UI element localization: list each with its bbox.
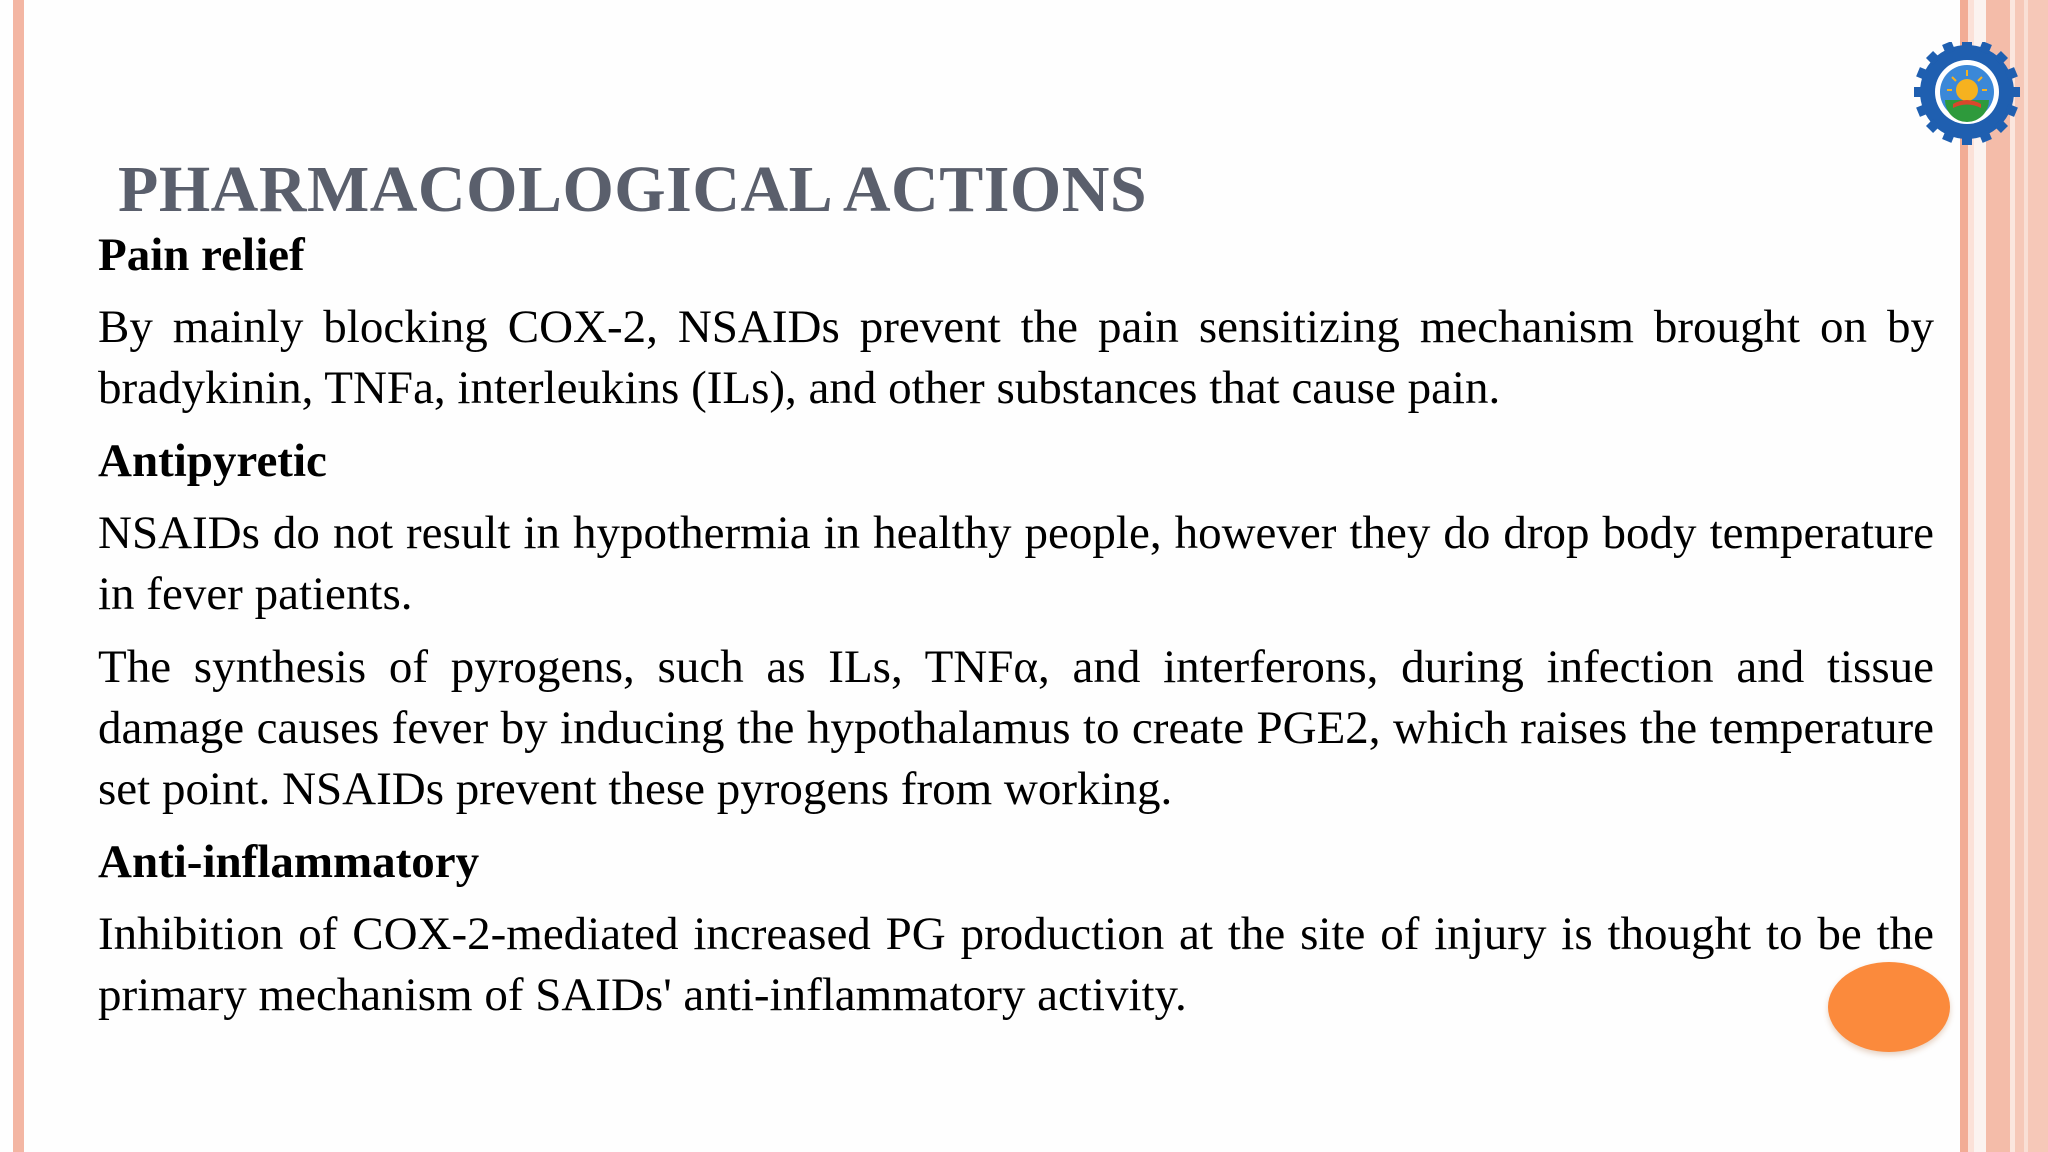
- section-heading-anti-inflammatory: Anti-inflammatory: [98, 836, 480, 888]
- right-decorative-stripe: [2015, 0, 2048, 1152]
- section-paragraph: NSAIDs do not result in hypothermia in healthy people, however they do drop body temperature in fever patients.: [98, 507, 1934, 620]
- section-paragraph: By mainly blocking COX-2, NSAIDs prevent the pain sensitizing mechanism brought on by bradykinin, TNFa, interleukins (ILs), and other substances that cause pain.: [98, 301, 1934, 414]
- section-heading-pain-relief: Pain relief: [98, 229, 305, 281]
- university-seal-logo-icon: [1908, 42, 2026, 146]
- slide-body: [98, 225, 1934, 1038]
- section-heading-antipyretic: Antipyretic: [98, 435, 327, 487]
- slide-title: PHARMACOLOGICAL ACTIONS: [118, 153, 1148, 226]
- section-paragraph: The synthesis of pyrogens, such as ILs, TNFα, and interferons, during infection and tissue damage causes fever by inducing the hypothalamus to create PGE2, which raises the temperature set point. NSAIDs prevent these pyrogens from working.: [98, 641, 1934, 815]
- section-paragraph: Inhibition of COX-2-mediated increased PG production at the site of injury is thought to be the primary mechanism of SAIDs' anti-inflammatory activity.: [98, 908, 1934, 1021]
- right-decorative-stripe: [1960, 0, 1968, 1152]
- right-decorative-stripe: [1974, 0, 1986, 1152]
- orange-circle-marker: [1828, 962, 1950, 1052]
- right-decorative-stripe: [2024, 0, 2028, 1152]
- right-decorative-stripe: [1986, 0, 2010, 1152]
- left-accent-stripe: [13, 0, 24, 1152]
